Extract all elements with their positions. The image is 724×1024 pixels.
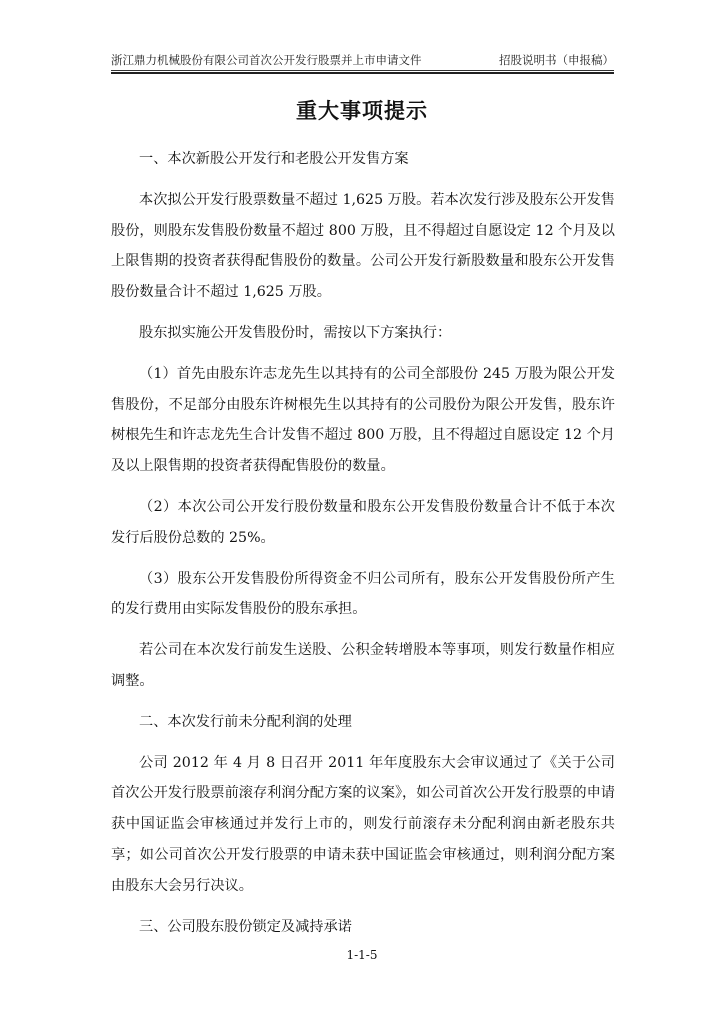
paragraph-offering-plan: 本次拟公开发行股票数量不超过 1,625 万股。若本次发行涉及股东公开发售股份，则股东发售股份数量不超过 800 万股，且不得超过自愿设定 12 个月及以上限售期的投资者获得配售股份的数量。公司公开发行新股数量和股东公开发售股份数量合计不超过 1,625 万股。 <box>111 191 615 301</box>
paragraph-adjustment: 若公司在本次发行前发生送股、公积金转增股本等事项，则发行数量作相应调整。 <box>111 642 615 689</box>
page-header <box>111 50 614 71</box>
header-document-name: 浙江鼎力机械股份有限公司首次公开发行股票并上市申请文件 <box>111 53 422 67</box>
document-body <box>111 141 615 942</box>
paragraph-item-2: （2）本次公司公开发行股份数量和股东公开发售股份数量合计不低于本次发行后股份总数的 25%。 <box>111 498 615 546</box>
page-title: 重大事项提示 <box>296 99 428 123</box>
paragraph-item-3: （3）股东公开发售股份所得资金不归公司所有，股东公开发售股份所产生的发行费用由实际发售股份的股东承担。 <box>111 570 615 618</box>
paragraph-item-1: （1）首先由股东许志龙先生以其持有的公司全部股份 245 万股为限公开发售股份，不足部分由股东许树根先生以其持有的公司股份为限公开发售，股东许树根先生和许志龙先生合计发售不超过 800 万股，且不得超过自愿设定 12 个月及以上限售期的投资者获得配售股份的数量。 <box>111 365 615 475</box>
page-number: 1-1-5 <box>346 948 378 962</box>
paragraph-profit-distribution: 公司 2012 年 4 月 8 日召开 2011 年年度股东大会审议通过了《关于公司首次公开发行股票前滚存利润分配方案的议案》，如公司首次公开发行股票的申请获中国证监会审核通过并发行上市的，则发行前滚存未分配利润由新老股东共享；如公司首次公开发行股票的申请未获中国证监会审核通过，则利润分配方案由股东大会另行决议。 <box>111 754 615 894</box>
section-heading-3: 三、公司股东股份锁定及减持承诺 <box>139 918 352 935</box>
section-heading-2: 二、本次发行前未分配利润的处理 <box>139 713 352 730</box>
paragraph-sale-procedure: 股东拟实施公开发售股份时，需按以下方案执行： <box>139 324 452 341</box>
header-document-type: 招股说明书（申报稿） <box>499 53 614 67</box>
section-heading-1: 一、本次新股公开发行和老股公开发售方案 <box>139 151 409 167</box>
